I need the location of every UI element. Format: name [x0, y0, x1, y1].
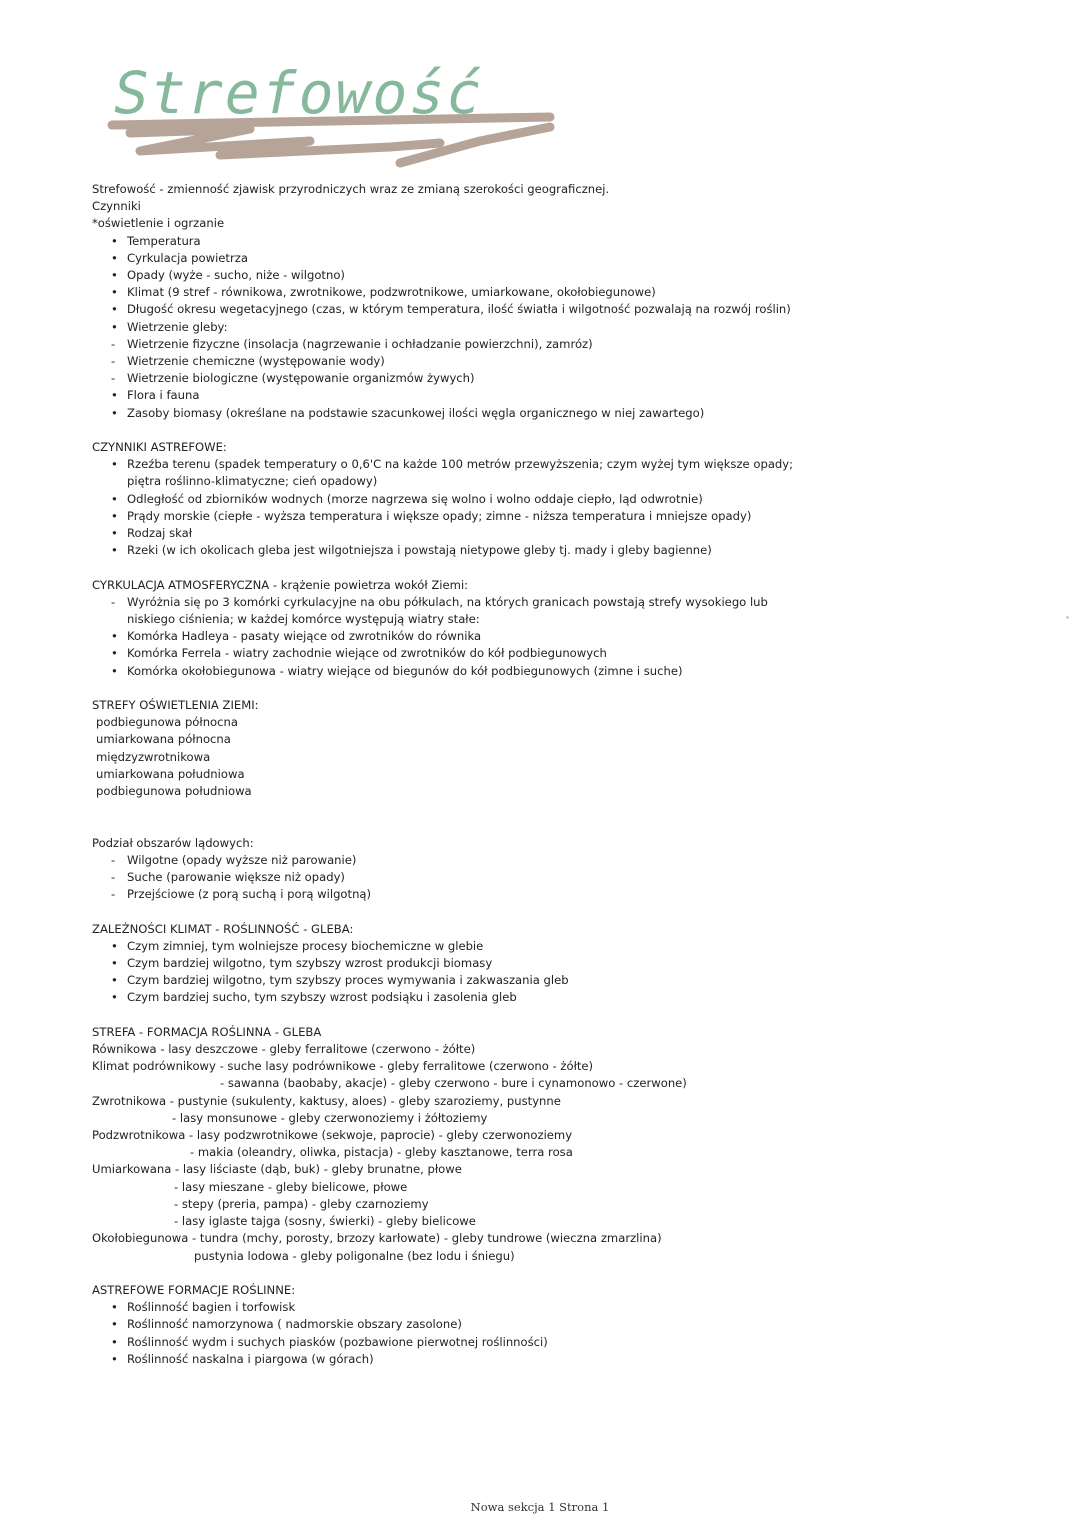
list-item-text: Temperatura: [127, 233, 201, 248]
lighting-label: *oświetlenie i ogrzanie: [92, 216, 225, 231]
list-item-text: Roślinność bagien i torfowisk: [127, 1300, 296, 1315]
astrefowe-heading: CZYNNIKI ASTREFOWE:: [92, 440, 227, 455]
list-item-text: Roślinność naskalna i piargowa (w górach): [127, 1351, 374, 1366]
astrefowe-formacje-list: [92, 1299, 1052, 1368]
document-body: [92, 181, 1052, 1368]
bullet-marker: •: [111, 1300, 118, 1315]
bullet-marker: •: [111, 491, 118, 506]
strefy-heading: STREFY OŚWIETLENIA ZIEMI:: [92, 698, 259, 713]
list-item: [92, 1299, 1052, 1316]
formacja-line: Równikowa - lasy deszczowe - gleby ferralitowe (czerwono - żółte): [92, 1042, 476, 1057]
title-handwriting: [100, 55, 570, 175]
list-item-text: Rzeki (w ich okolicach gleba jest wilgotniejsza i powstają nietypowe gleby tj. mady i gleby bagienne): [127, 543, 712, 558]
list-item: [92, 938, 1052, 955]
strefy-line: podbiegunowa północna: [96, 715, 238, 730]
list-item: [92, 645, 1052, 662]
list-item-text: Czym bardziej wilgotno, tym szybszy proces wymywania i zakwaszania gleb: [127, 973, 569, 988]
list-item-text: Czym zimniej, tym wolniejsze procesy biochemiczne w glebie: [127, 938, 484, 953]
list-item-text: Cyrkulacja powietrza: [127, 250, 248, 265]
list-item: [92, 972, 1052, 989]
dash-marker: -: [111, 852, 116, 867]
formacja-heading: STREFA - FORMACJA ROŚLINNA - GLEBA: [92, 1024, 322, 1039]
list-item: [92, 284, 1052, 301]
list-item-text: Komórka Ferrela - wiatry zachodnie wiejące od zwrotników do kół podbiegunowych: [127, 646, 607, 661]
formacja-lines: [92, 1041, 1052, 1265]
list-item: [92, 301, 1052, 318]
bullet-marker: •: [111, 1317, 118, 1332]
list-item: [92, 1351, 1052, 1368]
formacja-line: Klimat podrównikowy - suche lasy podrównikowe - gleby ferralitowe (czerwono - żółte): [92, 1059, 594, 1074]
list-item-text: Prądy morskie (ciepłe - wyższa temperatura i większe opady; zimne - niższa temperatura i mniejsze opady): [127, 508, 752, 523]
dash-marker: -: [111, 887, 116, 902]
astrefowe-formacje-heading: ASTREFOWE FORMACJE ROŚLINNE:: [92, 1282, 296, 1297]
list-item: [92, 250, 1052, 267]
list-item: [92, 370, 1052, 387]
list-item: [92, 628, 1052, 645]
bullet-marker: •: [111, 250, 118, 265]
list-item-text: Rzeźba terenu (spadek temperatury o 0,6'C na każde 100 metrów przewyższenia; czym wyżej tym większe opady; piętra roślinno-klimatyczne; cień opadowy): [127, 457, 794, 489]
astrefowe-list: [92, 456, 1052, 559]
stray-dot: [1066, 616, 1069, 619]
list-item-text: Wietrzenie biologiczne (występowanie organizmów żywych): [127, 371, 475, 386]
list-item: [92, 336, 1052, 353]
formacja-line: Okołobiegunowa - tundra (mchy, porosty, brzozy karłowate) - gleby tundrowe (wieczna zmarzlina): [92, 1231, 662, 1246]
list-item: [92, 852, 1052, 869]
cyrkulacja-list: [92, 594, 1052, 680]
formacja-line: Umiarkowana - lasy liściaste (dąb, buk) - gleby brunatne, płowe: [92, 1162, 462, 1177]
list-item-text: Suche (parowanie większe niż opady): [127, 870, 345, 885]
list-item: [92, 1334, 1052, 1351]
bullet-marker: •: [111, 388, 118, 403]
list-item-text: Komórka okołobiegunowa - wiatry wiejące od biegunów do kół podbiegunowych (zimne i suche): [127, 663, 683, 678]
bullet-marker: •: [111, 285, 118, 300]
list-item: [92, 525, 1052, 542]
list-item: [92, 542, 1052, 559]
list-item-text: Wilgotne (opady wyższe niż parowanie): [127, 852, 357, 867]
list-item-text: Opady (wyże - sucho, niże - wilgotno): [127, 268, 345, 283]
list-item-text: Roślinność namorzynowa ( nadmorskie obszary zasolone): [127, 1317, 462, 1332]
list-item-text: Wietrzenie chemiczne (występowanie wody): [127, 354, 385, 369]
zaleznosci-heading: ZALEŻNOŚCI KLIMAT - ROŚLINNOŚĆ - GLEBA:: [92, 921, 354, 936]
list-item-text: Klimat (9 stref - równikowa, zwrotnikowe, podzwrotnikowe, umiarkowane, okołobiegunowe): [127, 285, 656, 300]
list-item-text: Czym bardziej sucho, tym szybszy wzrost podsiąku i zasolenia gleb: [127, 990, 517, 1005]
formacja-line: - stepy (preria, pampa) - gleby czarnoziemy: [174, 1196, 429, 1211]
list-item-text: Zasoby biomasy (określane na podstawie szacunkowej ilości węgla organicznego w niej zawartego): [127, 405, 705, 420]
list-item: [92, 491, 1052, 508]
list-item-text: Przejściowe (z porą suchą i porą wilgotną): [127, 887, 372, 902]
bullet-marker: •: [111, 405, 118, 420]
list-item: [92, 869, 1052, 886]
bullet-marker: •: [111, 457, 118, 472]
list-item-text: Komórka Hadleya - pasaty wiejące od zwrotników do równika: [127, 629, 482, 644]
list-item: [92, 319, 1052, 336]
formacja-line: - sawanna (baobaby, akacje) - gleby czerwono - bure i cynamonowo - czerwone): [220, 1076, 687, 1091]
dash-marker: -: [111, 594, 116, 609]
podzial-heading: Podział obszarów lądowych:: [92, 835, 254, 850]
definition: Strefowość - zmienność zjawisk przyrodniczych wraz ze zmianą szerokości geograficznej.: [92, 182, 610, 196]
formacja-line: pustynia lodowa - gleby poligonalne (bez lodu i śniegu): [194, 1248, 515, 1263]
list-item-text: Odległość od zbiorników wodnych (morze nagrzewa się wolno i wolno oddaje ciepło, ląd odwrotnie): [127, 491, 703, 506]
bullet-marker: •: [111, 233, 118, 248]
formacja-line: Podzwrotnikowa - lasy podzwrotnikowe (sekwoje, paprocie) - gleby czerwonoziemy: [92, 1128, 573, 1143]
formacja-line: - lasy monsunowe - gleby czerwonoziemy i żółtoziemy: [172, 1110, 488, 1125]
dash-marker: -: [111, 371, 116, 386]
dash-marker: -: [111, 354, 116, 369]
strefy-list: [92, 714, 1052, 800]
list-item: [92, 1316, 1052, 1333]
cyrkulacja-heading: CYRKULACJA ATMOSFERYCZNA - krążenie powietrza wokół Ziemi:: [92, 577, 469, 592]
bullet-marker: •: [111, 508, 118, 523]
formacja-line: - makia (oleandry, oliwka, pistacja) - gleby kasztanowe, terra rosa: [190, 1145, 573, 1160]
bullet-marker: •: [111, 938, 118, 953]
bullet-marker: •: [111, 526, 118, 541]
bullet-marker: •: [111, 1334, 118, 1349]
factors-label: Czynniki: [92, 199, 141, 214]
list-item: [92, 886, 1052, 903]
bullet-marker: •: [111, 956, 118, 971]
dash-marker: -: [111, 870, 116, 885]
list-item-text: Roślinność wydm i suchych piasków (pozbawione pierwotnej roślinności): [127, 1334, 548, 1349]
list-item: [92, 387, 1052, 404]
strefy-line: umiarkowana północna: [96, 732, 231, 747]
bullet-marker: •: [111, 973, 118, 988]
factors-list: [92, 233, 1052, 422]
list-item-text: Czym bardziej wilgotno, tym szybszy wzrost produkcji biomasy: [127, 956, 493, 971]
page-title: Strefowość: [114, 59, 484, 127]
list-item: [92, 594, 817, 628]
bullet-marker: •: [111, 646, 118, 661]
list-item-text: Rodzaj skał: [127, 526, 193, 541]
bullet-marker: •: [111, 629, 118, 644]
list-item: [92, 353, 1052, 370]
bullet-marker: •: [111, 543, 118, 558]
list-item-text: Wietrzenie gleby:: [127, 319, 228, 334]
podzial-list: [92, 852, 1052, 904]
list-item-text: Flora i fauna: [127, 388, 200, 403]
formacja-line: - lasy mieszane - gleby bielicowe, płowe: [174, 1179, 408, 1194]
bullet-marker: •: [111, 319, 118, 334]
list-item-text: Długość okresu wegetacyjnego (czas, w którym temperatura, ilość światła i wilgotność pozwalają na rozwój roślin): [127, 302, 791, 317]
strefy-line: umiarkowana południowa: [96, 766, 245, 781]
strefy-line: międzyzwrotnikowa: [96, 749, 211, 764]
bullet-marker: •: [111, 990, 118, 1005]
list-item: [92, 989, 1052, 1006]
strefy-line: podbiegunowa południowa: [96, 784, 252, 799]
list-item-text: Wietrzenie fizyczne (insolacja (nagrzewanie i ochładzanie powierzchni), zamróz): [127, 336, 593, 351]
bullet-marker: •: [111, 302, 118, 317]
bullet-marker: •: [111, 663, 118, 678]
bullet-marker: •: [111, 268, 118, 283]
zaleznosci-list: [92, 938, 1052, 1007]
list-item-text: Wyróżnia się po 3 komórki cyrkulacyjne na obu półkulach, na których granicach powstają strefy wysokiego lub niskiego ciśnienia; w każdej komórce występują wiatry stałe:: [127, 594, 768, 627]
list-item: [92, 508, 1052, 525]
dash-marker: -: [111, 336, 116, 351]
bullet-marker: •: [111, 1351, 118, 1366]
list-item: [92, 267, 1052, 284]
list-item: [92, 233, 1052, 250]
formacja-line: Zwrotnikowa - pustynie (sukulenty, kaktusy, aloes) - gleby szaroziemy, pustynne: [92, 1093, 561, 1108]
list-item: [92, 405, 1052, 422]
formacja-line: - lasy iglaste tajga (sosny, świerki) - gleby bielicowe: [174, 1214, 476, 1229]
list-item: [92, 663, 1052, 680]
list-item: [92, 955, 1052, 972]
list-item: [92, 456, 817, 490]
page-footer: Nowa sekcja 1 Strona 1: [470, 1500, 610, 1514]
